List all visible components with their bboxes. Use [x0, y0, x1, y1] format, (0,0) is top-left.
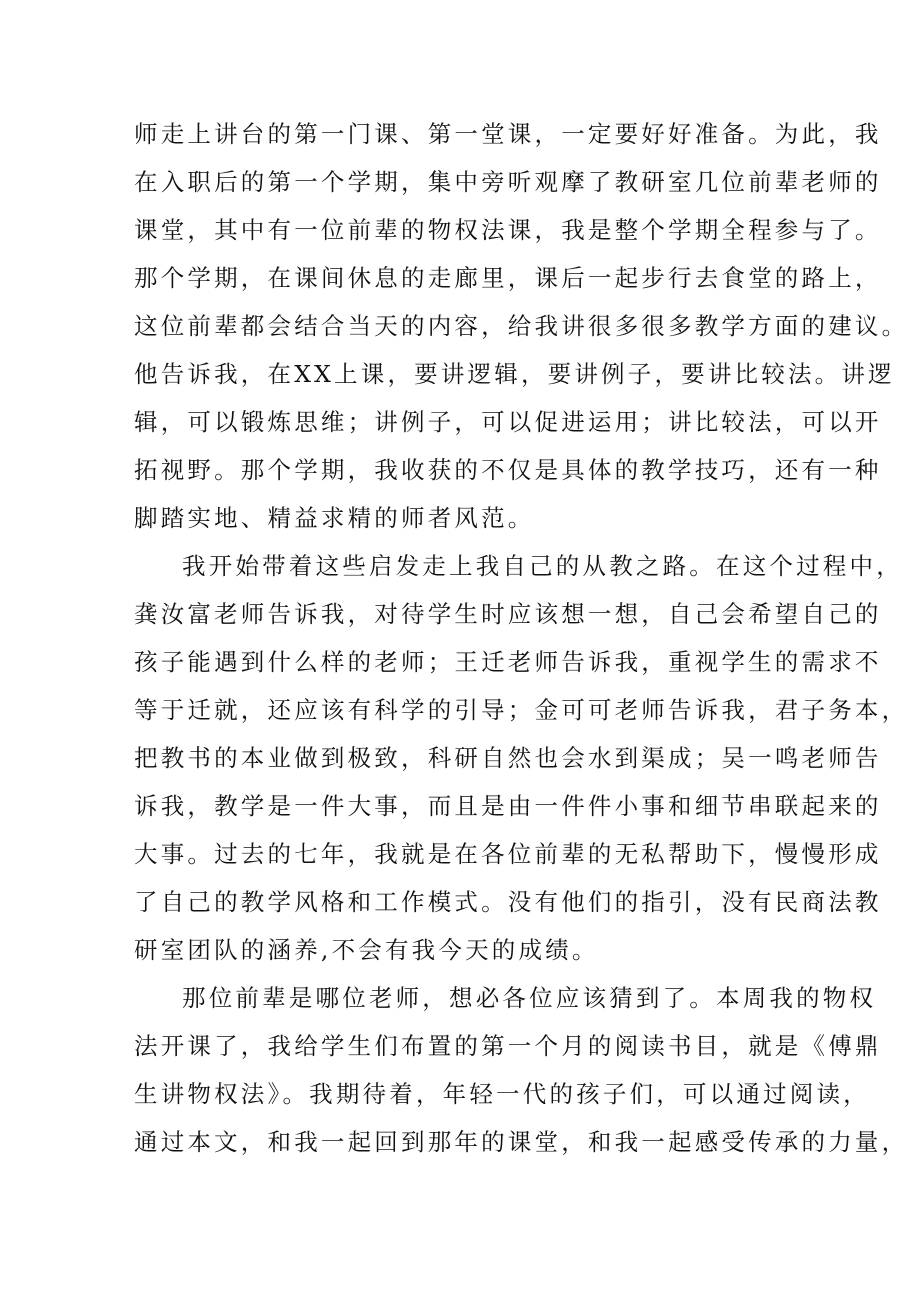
- text-line: 等于迁就，还应该有科学的引导；金可可老师告诉我，君子务本，: [134, 696, 909, 724]
- text-line: 把教书的本业做到极致，科研自然也会水到渠成；吴一鸣老师告: [134, 744, 882, 772]
- text-line: 孩子能遇到什么样的老师；王迁老师告诉我，重视学生的需求不: [134, 648, 882, 676]
- document-body: [134, 110, 909, 1166]
- text-line: 龚汝富老师告诉我，对待学生时应该想一想，自己会希望自己的: [134, 600, 882, 628]
- text-line: 通过本文，和我一起回到那年的课堂，和我一起感受传承的力量，: [134, 1128, 909, 1156]
- text-line: 大事。过去的七年，我就是在各位前辈的无私帮助下，慢慢形成: [134, 840, 882, 868]
- text-line: 这位前辈都会结合当天的内容，给我讲很多很多教学方面的建议。: [134, 312, 909, 340]
- text-line: 他告诉我，在XX上课，要讲逻辑，要讲例子，要讲比较法。讲逻: [134, 360, 895, 388]
- text-line: 了自己的教学风格和工作模式。没有他们的指引，没有民商法教: [134, 888, 882, 916]
- text-line: 在入职后的第一个学期，集中旁听观摩了教研室几位前辈老师的: [134, 168, 882, 196]
- text-line: 课堂，其中有一位前辈的物权法课，我是整个学期全程参与了。: [134, 216, 882, 244]
- text-line: 拓视野。那个学期，我收获的不仅是具体的教学技巧，还有一种: [134, 456, 882, 484]
- paragraph-3: [134, 974, 909, 1166]
- text-line: 脚踏实地、精益求精的师者风范。: [134, 504, 535, 532]
- text-line-indented: 我开始带着这些启发走上我自己的从教之路。在这个过程中，: [182, 552, 903, 580]
- paragraph-2: [134, 542, 909, 974]
- text-line: 师走上讲台的第一门课、第一堂课，一定要好好准备。为此，我: [134, 120, 882, 148]
- text-line: 法开课了，我给学生们布置的第一个月的阅读书目，就是《傅鼎: [134, 1032, 882, 1060]
- text-line-indented: 那位前辈是哪位老师，想必各位应该猜到了。本周我的物权: [182, 984, 877, 1012]
- text-line: 诉我，教学是一件大事，而且是由一件件小事和细节串联起来的: [134, 792, 882, 820]
- text-line: 辑，可以锻炼思维；讲例子，可以促进运用；讲比较法，可以开: [134, 408, 882, 436]
- text-line: 研室团队的涵养,不会有我今天的成绩。: [134, 936, 599, 964]
- paragraph-1: [134, 110, 909, 542]
- text-line: 那个学期，在课间休息的走廊里，课后一起步行去食堂的路上，: [134, 264, 882, 292]
- text-line: 生讲物权法》。我期待着，年轻一代的孩子们，可以通过阅读，: [134, 1080, 870, 1108]
